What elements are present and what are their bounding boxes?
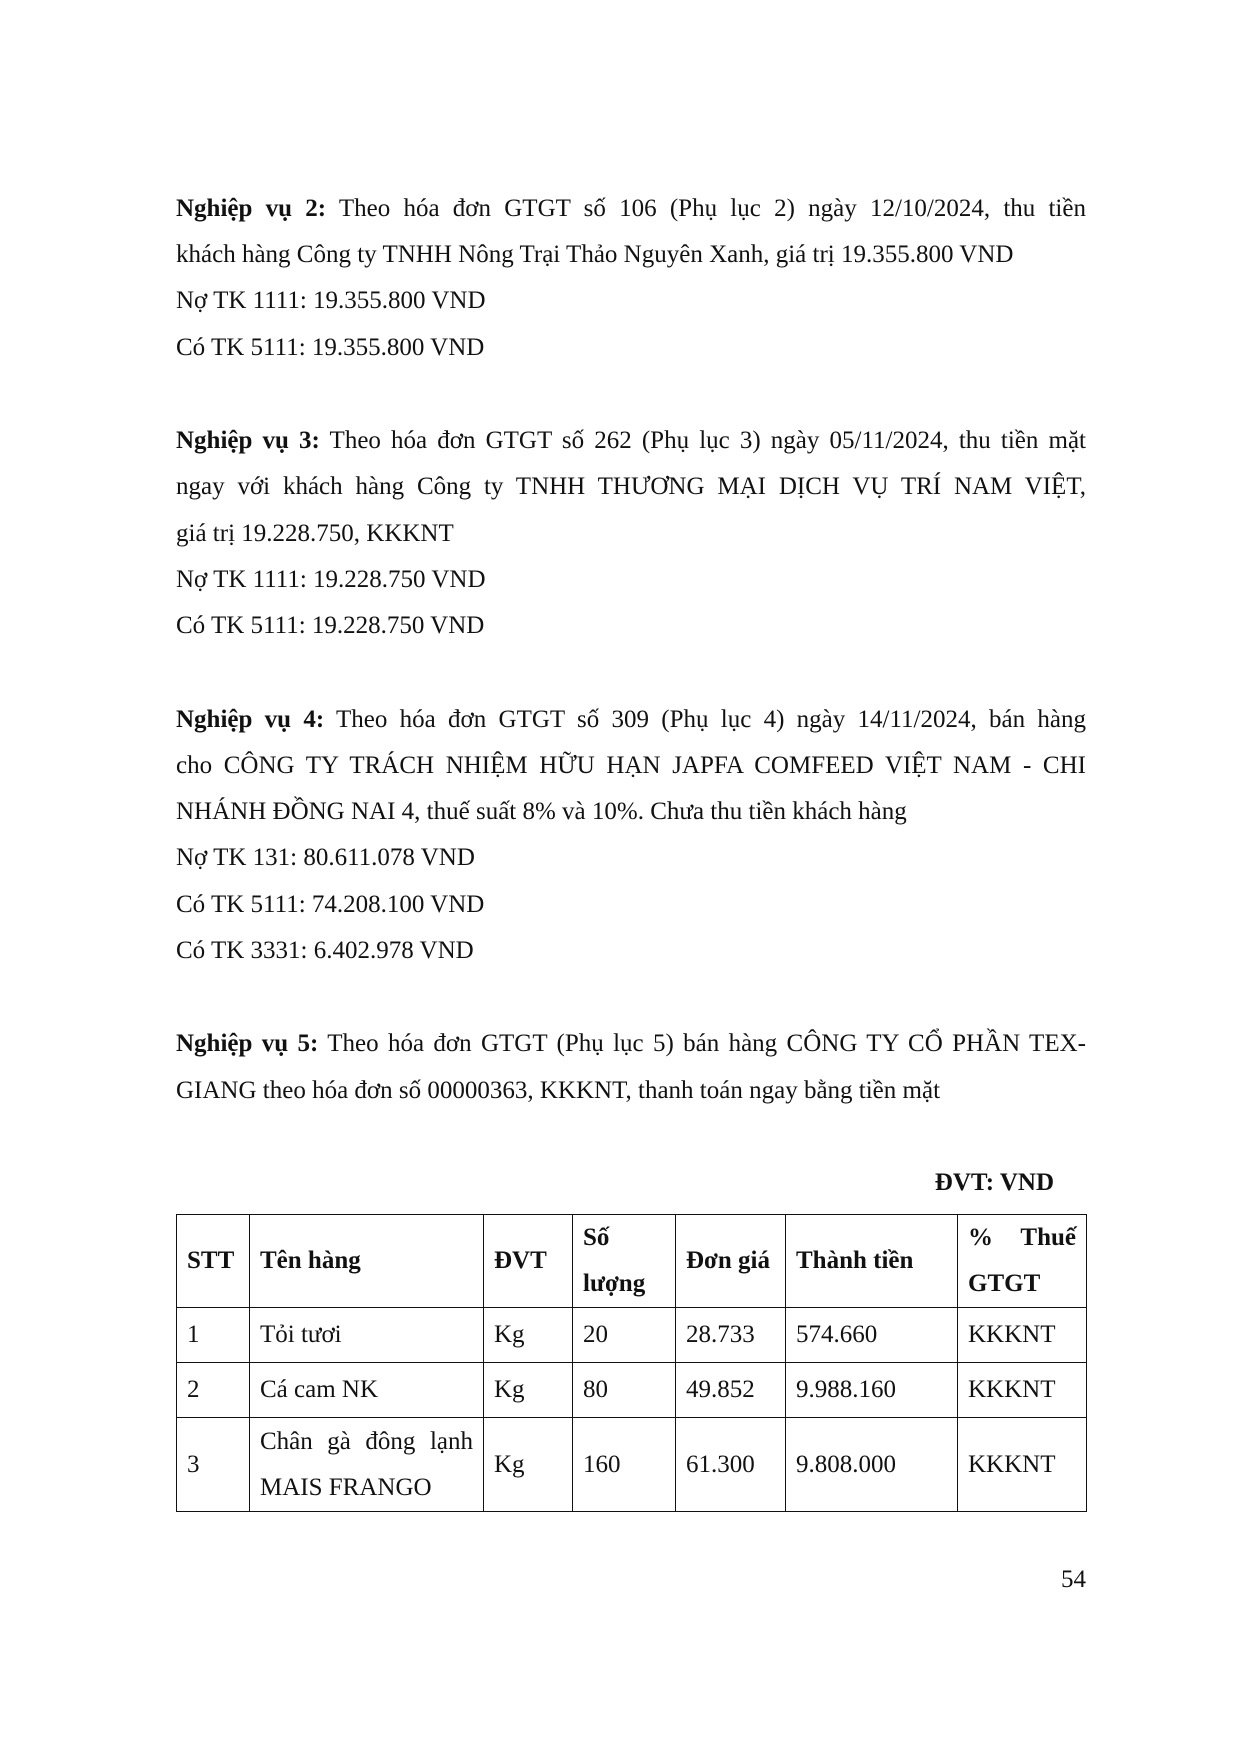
header-tax-line-2: GTGT: [968, 1270, 1041, 1297]
cell-amount: 9.808.000: [786, 1418, 958, 1512]
goods-table: [176, 1214, 1087, 1512]
nv3-line-2: ngay với khách hàng Công ty TNHH THƯƠNG MẠI DỊCH VỤ TRÍ NAM VIỆT,: [176, 473, 1086, 500]
nv3-label: Nghiệp vụ 3:: [176, 427, 320, 454]
nv2-line-2: khách hàng Công ty TNHH Nông Trại Thảo Nguyên Xanh, giá trị 19.355.800 VND: [176, 241, 1014, 268]
table-row: [177, 1363, 1087, 1418]
cell-name: [250, 1418, 484, 1512]
cell-unit: Kg: [484, 1363, 573, 1418]
cell-stt: 2: [177, 1363, 250, 1418]
cell-price: 61.300: [676, 1418, 786, 1512]
nv5-label: Nghiệp vụ 5:: [176, 1030, 319, 1057]
table-header-row: [177, 1215, 1087, 1308]
nv3-entry-credit: Có TK 5111: 19.228.750 VND: [176, 612, 485, 639]
header-unit: ĐVT: [484, 1215, 573, 1308]
nv3-line-3: giá trị 19.228.750, KKKNT: [176, 520, 454, 547]
nv2-label: Nghiệp vụ 2:: [176, 195, 327, 222]
cell-unit: Kg: [484, 1308, 573, 1363]
cell-name: Tỏi tươi: [250, 1308, 484, 1363]
page-number: 54: [1061, 1566, 1086, 1593]
header-qty-line-1: Số: [583, 1224, 610, 1251]
header-name: Tên hàng: [250, 1215, 484, 1308]
cell-name-line-1: Chân gà đông lạnh: [260, 1427, 473, 1455]
cell-tax: KKKNT: [958, 1308, 1087, 1363]
nv2-entry-debit: Nợ TK 1111: 19.355.800 VND: [176, 287, 486, 314]
table-unit-note: ĐVT: VND: [934, 1169, 1054, 1196]
cell-unit: Kg: [484, 1418, 573, 1512]
nv5-text-1: Theo hóa đơn GTGT (Phụ lục 5) bán hàng CÔNG TY CỔ PHẦN TEX-: [327, 1030, 1086, 1057]
nv4-line-3: NHÁNH ĐỒNG NAI 4, thuế suất 8% và 10%. Chưa thu tiền khách hàng: [176, 798, 907, 825]
cell-name-line-2: MAIS FRANGO: [260, 1473, 432, 1501]
header-amount: Thành tiền: [786, 1215, 958, 1308]
nv2-entry-credit: Có TK 5111: 19.355.800 VND: [176, 334, 485, 361]
nv4-line-2: cho CÔNG TY TRÁCH NHIỆM HỮU HẠN JAPFA COMFEED VIỆT NAM - CHI: [176, 752, 1086, 779]
cell-stt: 1: [177, 1308, 250, 1363]
cell-amount: 574.660: [786, 1308, 958, 1363]
nv3-entry-debit: Nợ TK 1111: 19.228.750 VND: [176, 566, 486, 593]
header-qty-line-2: lượng: [583, 1270, 646, 1297]
header-price: Đơn giá: [676, 1215, 786, 1308]
nv4-entry-debit: Nợ TK 131: 80.611.078 VND: [176, 844, 475, 871]
nv2-text-1: Theo hóa đơn GTGT số 106 (Phụ lục 2) ngày 12/10/2024, thu tiền: [338, 195, 1086, 222]
cell-tax: KKKNT: [958, 1363, 1087, 1418]
cell-name: Cá cam NK: [250, 1363, 484, 1418]
nv3-text-1: Theo hóa đơn GTGT số 262 (Phụ lục 3) ngày 05/11/2024, thu tiền mặt: [329, 427, 1086, 454]
nv2-line-1: [176, 194, 1086, 224]
cell-qty: 20: [573, 1308, 676, 1363]
nv4-entry-credit-3331: Có TK 3331: 6.402.978 VND: [176, 937, 474, 964]
header-stt: STT: [177, 1215, 250, 1308]
cell-stt: 3: [177, 1418, 250, 1512]
table-row: [177, 1418, 1087, 1512]
nv4-label: Nghiệp vụ 4:: [176, 706, 325, 733]
table-row: [177, 1308, 1087, 1363]
cell-price: 28.733: [676, 1308, 786, 1363]
nv4-entry-credit-5111: Có TK 5111: 74.208.100 VND: [176, 891, 485, 918]
header-tax-line-1: % Thuế: [968, 1224, 1076, 1251]
nv3-line-1: [176, 426, 1086, 456]
nv5-line-1: [176, 1029, 1086, 1059]
nv4-text-1: Theo hóa đơn GTGT số 309 (Phụ lục 4) ngày 14/11/2024, bán hàng: [336, 706, 1086, 733]
nv4-line-1: [176, 705, 1086, 735]
cell-amount: 9.988.160: [786, 1363, 958, 1418]
cell-price: 49.852: [676, 1363, 786, 1418]
cell-qty: 80: [573, 1363, 676, 1418]
header-tax: [958, 1215, 1087, 1308]
cell-tax: KKKNT: [958, 1418, 1087, 1512]
nv5-line-2: GIANG theo hóa đơn số 00000363, KKKNT, thanh toán ngay bằng tiền mặt: [176, 1077, 941, 1104]
header-qty: [573, 1215, 676, 1308]
cell-qty: 160: [573, 1418, 676, 1512]
